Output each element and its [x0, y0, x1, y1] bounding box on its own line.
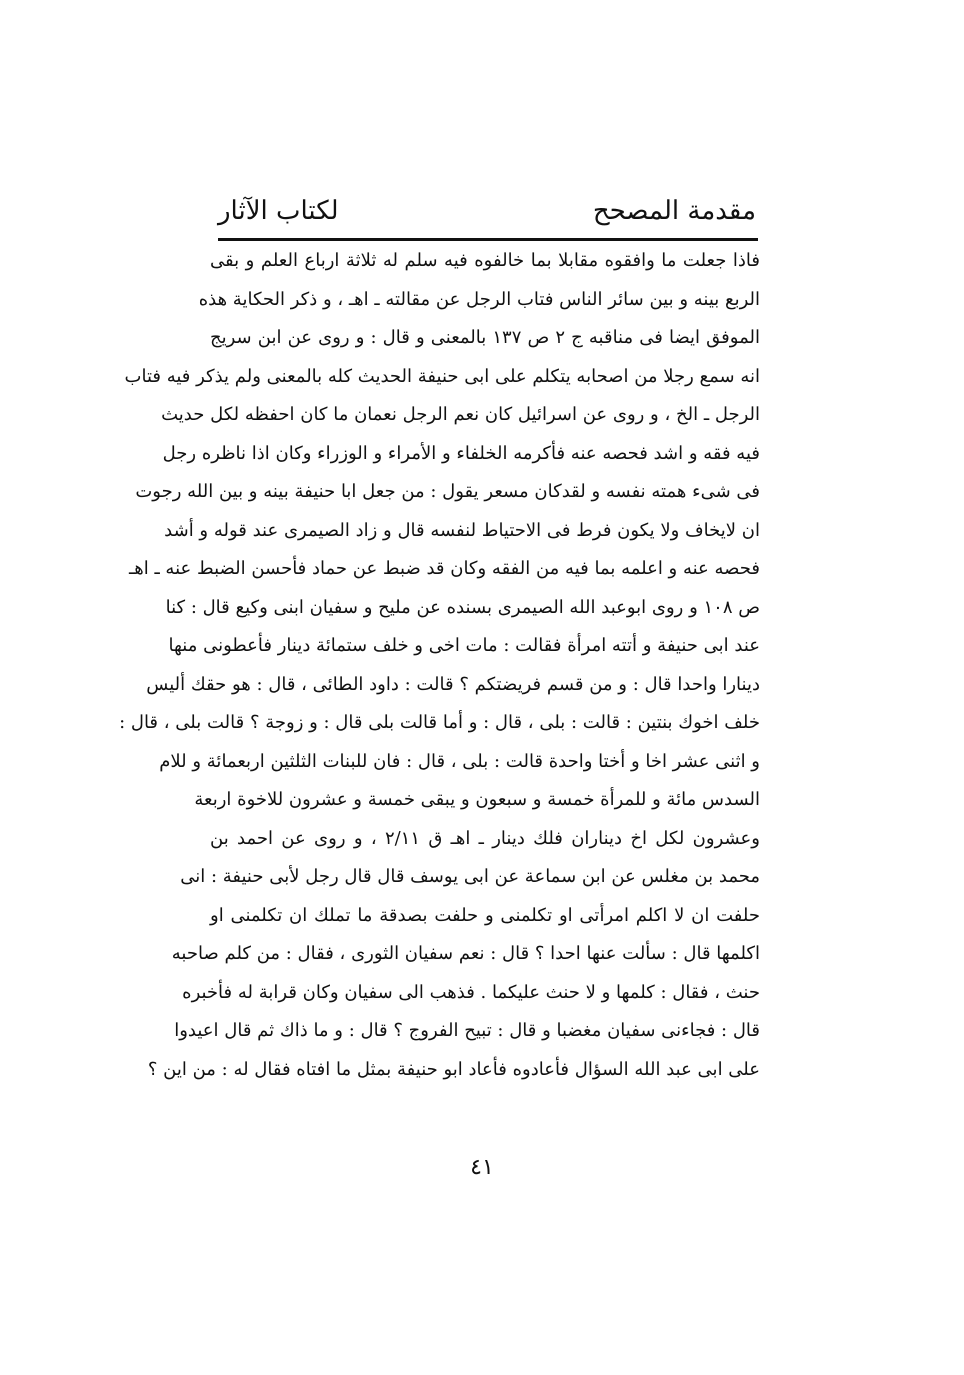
header-section-title: مقدمة المصحح	[592, 196, 756, 226]
text-line: ص ١٠٨ و روى ابوعبد الله الصيمرى بسنده عن مليح و سفيان ابنى وكيع قال : كنا	[165, 596, 760, 618]
text-line: السدس مائة و للمرأة خمسة و سبعون و يبقى خمسة و عشرون للاخوة اربعة	[194, 789, 760, 810]
text-line: على ابى عبد الله السؤال فأعادوه فأعاد ابو حنيفة بمثل ما افتاه فقال له : من اين ؟	[147, 1058, 760, 1080]
text-line: وعشرون لكل اخ ديناران فلك دينار ـ اهـ ق ٢/١١ ، و روى عن احمد بن	[210, 827, 760, 849]
text-line: قال : فجاءنى سفيان مغضبا و قال : تبيح الفروج ؟ قال : و ما ذاك ثم قال اعيدوا	[174, 1020, 760, 1041]
body-text	[119, 242, 760, 1089]
text-line: الرجل ـ الخ ، و روى عن اسرائيل كان نعم الرجل نعمان ما كان احفظه لكل حديث	[161, 404, 760, 425]
text-line: حنث ، فقال : كلمها و لا حنث عليكما . فذهب الى سفيان وكان قرابة له فأخبره	[182, 981, 760, 1003]
text-line: و اثنى عشر اخا و أختا واحدة قالت : بلى ، قال : فان للبنات الثلثين اربعمائة و للام	[159, 750, 760, 772]
text-line: عند ابى حنيفة و أتته امرأة فقالت : مات اخى و خلف ستمائة دينار فأعطونى منها	[168, 635, 760, 656]
text-line: انه سمع رجلا من اصحابه يتكلم على ابى حنيفة الحديث كله بالمعنى ولم يذكر فيه فتاب	[124, 365, 760, 387]
text-line: اكلمها قال : سألت عنها احدا ؟ قال : نعم سفيان الثورى ، فقال : من كلم صاحبه	[171, 943, 760, 964]
text-line: الموفق ايضا فى مناقبه ج ٢ ص ١٣٧ بالمعنى و قال : و روى عن ابن سريج	[210, 327, 760, 348]
text-line: الربع بينه و بين سائر الناس فتاب الرجل عن مقالته ـ اهـ ، و ذكر الحكاية هذه	[198, 288, 760, 310]
text-line: ان لايخاف ولا يكون فرط فى الاحتياط لنفسه قال و زاد الصيمرى عند قوله و أشد	[164, 519, 760, 541]
header-book-title: لكتاب الآثار	[218, 196, 339, 226]
text-line: خلف اخوك بنتين : قالت : بلى ، قال : و أما قالت بلى قال : و زوجة ؟ قالت بلى ، قال :	[119, 712, 760, 733]
page-number: ٤١	[470, 1155, 494, 1180]
text-line: حلفت ان لا اكلم امرأتى او تكلمنى و حلفت بصدقة ما تملك ان تكلمنى او	[210, 904, 760, 926]
header-rule	[218, 238, 758, 241]
text-line: محمد بن مغلس عن ابن سماعة عن ابى يوسف قال قال رجل لأبى حنيفة : انى	[180, 866, 760, 887]
text-line: فيه فقه و اشد فحصه عنه فأكرمه الخلفاء و الأمراء و الوزراء وكان اذا ناظره رجل	[162, 442, 760, 464]
text-line: دينارا واحدا قال : و من قسم فريضتكم ؟ قالت : داود الطائى ، قال : هو حقك أليس	[146, 673, 760, 695]
running-header	[218, 190, 756, 236]
text-line: فحصه عنه و اعلمه بما فيه من الفقه وكان قد ضبط عن حماد فأحسن الضبط عنه ـ اهـ	[128, 558, 760, 579]
text-line: فاذا جعلت ما وافقوه مقابلا بما خالفوه فيه سلم له ثلاثة ارباع العلم و بقى	[210, 250, 760, 271]
text-line: فى شىء همته نفسه و لقدكان مسعر يقول : من جعل ابا حنيفة بينه و بين الله رجوت	[135, 481, 760, 502]
